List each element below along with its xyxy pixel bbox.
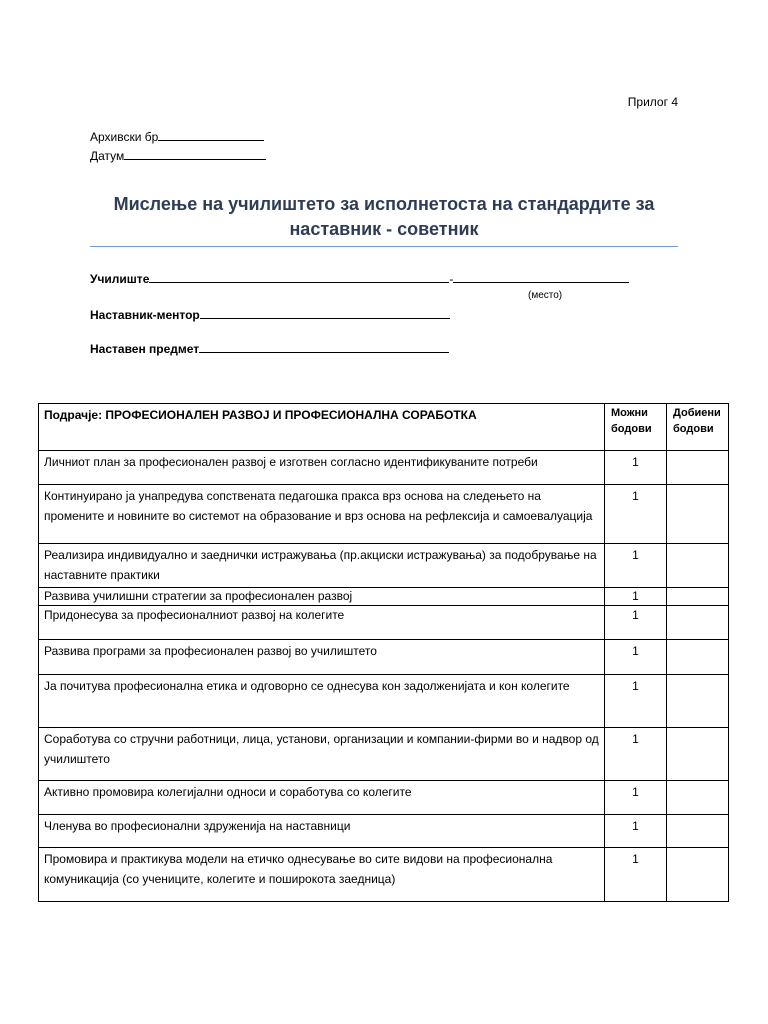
obtained-points-cell[interactable] — [667, 544, 729, 588]
table-row — [39, 640, 729, 675]
criterion-text: Членува во професионални здруженија на наставници — [39, 815, 605, 848]
date-blank[interactable] — [124, 147, 266, 160]
archive-number-field[interactable] — [90, 128, 264, 144]
date-field[interactable] — [90, 147, 266, 163]
possible-points: 1 — [605, 728, 667, 781]
school-field[interactable] — [90, 270, 629, 286]
possible-points: 1 — [605, 781, 667, 815]
possible-points: 1 — [605, 815, 667, 848]
possible-points: 1 — [605, 485, 667, 544]
obtained-points-header: Добиени бодови — [667, 404, 729, 451]
mentor-blank[interactable] — [200, 306, 450, 319]
possible-points: 1 — [605, 640, 667, 675]
criterion-text: Активно промовира колегијални односи и соработува со колегите — [39, 781, 605, 815]
date-label: Датум — [90, 149, 125, 163]
obtained-points-cell[interactable] — [667, 588, 729, 606]
obtained-points-cell[interactable] — [667, 451, 729, 485]
table-row — [39, 606, 729, 640]
obtained-points-cell[interactable] — [667, 815, 729, 848]
title-divider — [90, 246, 678, 247]
criterion-text: Развива програми за професионален развој во училиштето — [39, 640, 605, 675]
table-row — [39, 544, 729, 588]
subject-label: Наставен предмет — [90, 342, 200, 356]
obtained-points-cell[interactable] — [667, 728, 729, 781]
subject-blank[interactable] — [199, 340, 449, 353]
table-header-row — [39, 404, 729, 451]
criterion-text: Развива училишни стратегии за професионален развој — [39, 588, 605, 606]
possible-points: 1 — [605, 544, 667, 588]
table-row — [39, 848, 729, 902]
appendix-label: Прилог 4 — [627, 95, 678, 109]
obtained-points-cell[interactable] — [667, 781, 729, 815]
title-line-2: наставник - советник — [289, 219, 479, 239]
criterion-text: Личниот план за професионален развој е изготвен согласно идентификуваните потреби — [39, 451, 605, 485]
title-line-1: Мислење на училиштето за исполнетоста на стандардите за — [113, 194, 655, 214]
criterion-text: Соработува со стручни работници, лица, установи, организации и компании-фирми во и надвор од училиштето — [39, 728, 605, 781]
table-row — [39, 815, 729, 848]
criterion-text: Реализира индивидуално и заеднички истражувања (пр.акциски истражувања) за подобрување на наставните практики — [39, 544, 605, 588]
obtained-points-cell[interactable] — [667, 485, 729, 544]
criteria-table — [38, 403, 729, 902]
possible-points: 1 — [605, 848, 667, 902]
criterion-text: Придонесува за професионалниот развој на колегите — [39, 606, 605, 640]
obtained-points-cell[interactable] — [667, 848, 729, 902]
possible-points-header: Можни бодови — [605, 404, 667, 451]
obtained-points-cell[interactable] — [667, 675, 729, 728]
mentor-field[interactable] — [90, 306, 450, 322]
possible-points: 1 — [605, 606, 667, 640]
table-row — [39, 588, 729, 606]
criterion-text: Ја почитува професионална етика и одговорно се однесува кон задолженијата и кон колегите — [39, 675, 605, 728]
school-place-blank[interactable] — [453, 270, 629, 283]
school-dash: - — [449, 272, 454, 286]
area-header: Подрачје: ПРОФЕСИОНАЛЕН РАЗВОЈ И ПРОФЕСИОНАЛНА СОРАБОТКА — [39, 404, 605, 451]
obtained-points-cell[interactable] — [667, 640, 729, 675]
table-row — [39, 485, 729, 544]
obtained-points-cell[interactable] — [667, 606, 729, 640]
criterion-text: Континуирано ја унапредува сопствената педагошка пракса врз основа на следењето на промените и новините во системот на образование и врз основа на рефлексија и самоевалуација — [39, 485, 605, 544]
subject-field[interactable] — [90, 340, 449, 356]
school-label: Училиште — [90, 272, 150, 286]
possible-points: 1 — [605, 451, 667, 485]
table-row — [39, 451, 729, 485]
possible-points: 1 — [605, 588, 667, 606]
table-row — [39, 675, 729, 728]
table-row — [39, 728, 729, 781]
criterion-text: Промовира и практикува модели на етичко однесување во сите видови на професионална комуникација (со учениците, колегите и поширокота заедница) — [39, 848, 605, 902]
school-name-blank[interactable] — [149, 270, 449, 283]
archive-number-blank[interactable] — [158, 128, 264, 141]
possible-points: 1 — [605, 675, 667, 728]
place-caption: (место) — [528, 290, 563, 301]
page-title — [90, 192, 678, 242]
mentor-label: Наставник-ментор — [90, 308, 200, 322]
table-row — [39, 781, 729, 815]
archive-number-label: Архивски бр — [90, 130, 159, 144]
